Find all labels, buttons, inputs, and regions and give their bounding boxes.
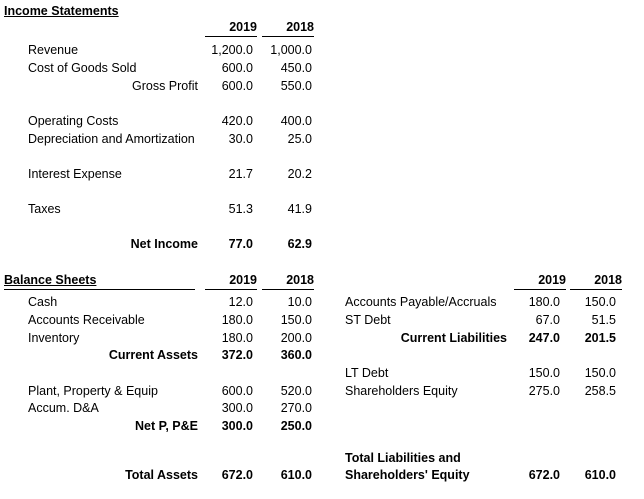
liability-row-value-2018: 150.0 [584,295,616,309]
income-row-value-2019: 420.0 [221,114,253,128]
asset-row-value-2019: 12.0 [228,295,253,309]
asset-row-label: Cash [28,295,58,309]
liability-row-value-2019: 180.0 [528,295,560,309]
liabilities-header-rule-2019 [514,289,566,290]
income-row-label: Cost of Goods Sold [28,61,137,75]
current-liabilities-label: Current Liabilities [400,331,507,345]
income-year-2018-header: 2018 [286,20,314,34]
income-row-value-2018: 550.0 [280,79,312,93]
asset-row-value-2018: 520.0 [280,384,312,398]
total-liabilities-2019: 672.0 [528,468,560,482]
asset-row-label: Accounts Receivable [28,313,145,327]
income-net-income-2019: 77.0 [228,237,253,251]
liability-row-label: ST Debt [345,313,391,327]
current-assets-label: Current Assets [108,348,198,362]
income-row-value-2019: 51.3 [228,202,253,216]
income-header-rule-2018 [262,36,314,37]
liabilities-year-2018-header: 2018 [594,273,622,287]
income-row-label: Operating Costs [28,114,119,128]
total-liabilities-2018: 610.0 [584,468,616,482]
income-year-2019-header: 2019 [229,20,257,34]
assets-year-2018-header: 2018 [286,273,314,287]
asset-row-value-2019: 180.0 [221,331,253,345]
asset-row-value-2018: 270.0 [280,401,312,415]
total-assets-label: Total Assets [125,468,198,482]
income-net-income-2018: 62.9 [287,237,312,251]
net-ppe-2018: 250.0 [280,419,312,433]
income-header-rule-2019 [205,36,257,37]
asset-row-label: Plant, Property & Equip [28,384,158,398]
asset-row-value-2019: 300.0 [221,401,253,415]
asset-row-value-2018: 200.0 [280,331,312,345]
total-assets-2018: 610.0 [280,468,312,482]
income-row-value-2019: 600.0 [221,61,253,75]
asset-row-label: Inventory [28,331,80,345]
liability-row-label: Accounts Payable/Accruals [345,295,497,309]
asset-row-value-2019: 600.0 [221,384,253,398]
current-assets-2018: 360.0 [280,348,312,362]
income-row-label: Depreciation and Amortization [28,132,195,146]
assets-header-rule-2019 [205,289,257,290]
net-ppe-2019: 300.0 [221,419,253,433]
liability-row-label: LT Debt [345,366,389,380]
liability-row-value-2018: 258.5 [584,384,616,398]
liabilities-header-rule-2018 [570,289,622,290]
income-row-value-2018: 41.9 [287,202,312,216]
liability-row-value-2019: 275.0 [528,384,560,398]
income-row-value-2019: 30.0 [228,132,253,146]
total-assets-2019: 672.0 [221,468,253,482]
income-net-income-label: Net Income [130,237,198,251]
net-ppe-label: Net P, P&E [135,419,198,433]
total-liabilities-label-line1: Total Liabilities and [345,451,461,465]
income-gross-profit-label: Gross Profit [132,79,198,93]
balance-title-rule [4,289,195,290]
current-liabilities-2019: 247.0 [528,331,560,345]
current-assets-2019: 372.0 [221,348,253,362]
income-row-label: Revenue [28,43,79,57]
liability-row-value-2019: 150.0 [528,366,560,380]
income-row-value-2018: 20.2 [287,167,312,181]
income-row-value-2018: 25.0 [287,132,312,146]
balance-sheet-title: Balance Sheets [4,273,97,287]
liability-row-value-2018: 150.0 [584,366,616,380]
income-row-value-2018: 400.0 [280,114,312,128]
income-row-value-2018: 1,000.0 [270,43,312,57]
current-liabilities-2018: 201.5 [584,331,616,345]
income-row-value-2018: 450.0 [280,61,312,75]
asset-row-label: Accum. D&A [28,401,99,415]
liability-row-value-2018: 51.5 [591,313,616,327]
total-liabilities-label-line2: Shareholders' Equity [345,468,470,482]
income-row-label: Interest Expense [28,167,122,181]
income-row-value-2019: 1,200.0 [211,43,253,57]
asset-row-value-2018: 10.0 [287,295,312,309]
liability-row-value-2019: 67.0 [535,313,560,327]
asset-row-value-2019: 180.0 [221,313,253,327]
assets-year-2019-header: 2019 [229,273,257,287]
income-row-label: Taxes [28,202,61,216]
liability-row-label: Shareholders Equity [345,384,458,398]
income-row-value-2019: 21.7 [228,167,253,181]
asset-row-value-2018: 150.0 [280,313,312,327]
assets-header-rule-2018 [262,289,314,290]
income-statement-title: Income Statements [4,4,119,18]
liabilities-year-2019-header: 2019 [538,273,566,287]
income-row-value-2019: 600.0 [221,79,253,93]
